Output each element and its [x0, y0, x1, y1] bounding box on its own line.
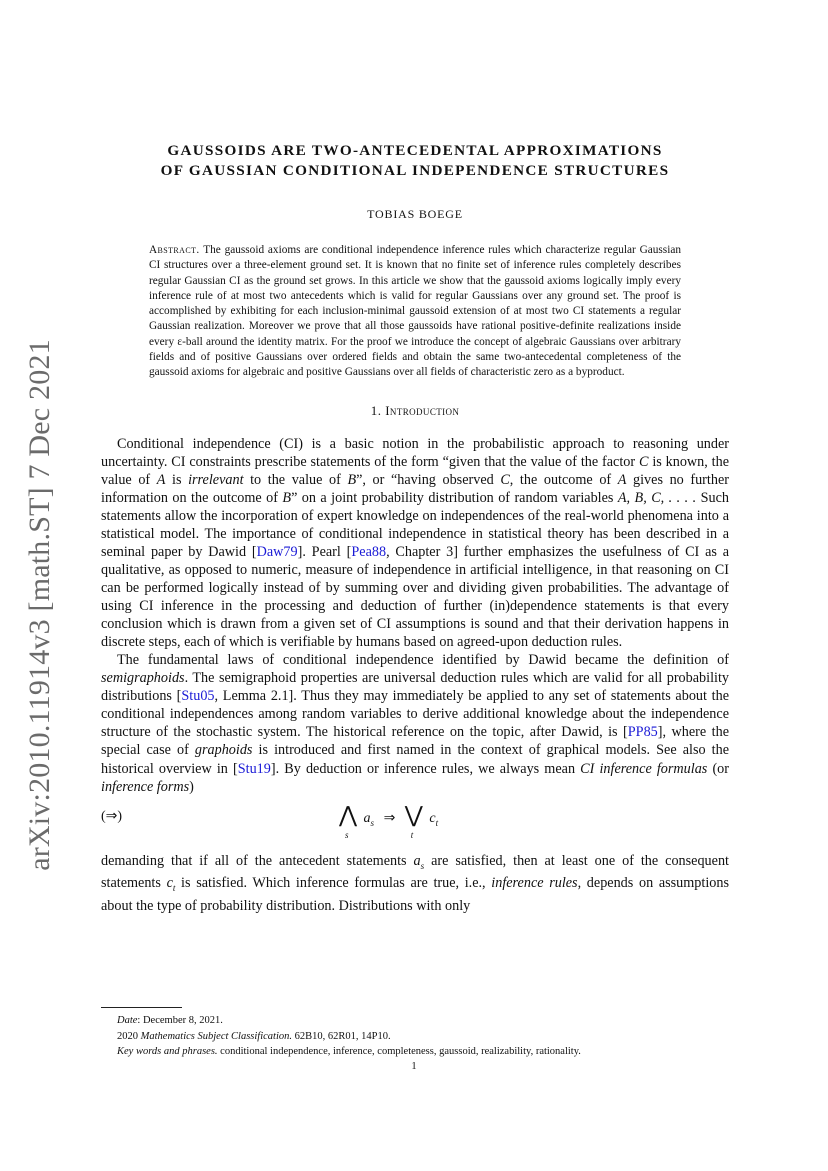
- paragraph-2: The fundamental laws of conditional independence identified by Dawid became the definition of semigraphoids. The semigraphoid properties are universal deduction rules which are valid for all probability distributions [Stu05, Lemma 2.1]. Thus they may immediately be applied to any set of statements about the conditional independences among random variables to derive additional knowledge about the independence structure of the stochastic system. The historical reference on the topic, after Dawid, is [PP85], where the special case of graphoids is introduced and first named in the context of graphical models. See also the historical overview in [Stu19]. By deduction or inference rules, we always mean CI inference formulas (or inference forms): [101, 652, 729, 795]
- paragraph-1: Conditional independence (CI) is a basic notion in the probabilistic approach to reasoning under uncertainty. CI constraints prescribe statements of the form “given that the value of the factor C is known, the value of A is irrelevant to the value of B”, or “having observed C, the outcome of A gives no further information on the outcome of B” on a joint probability distribution of random variables A, B, C, . . . . Such statements allow the incorporation of expert knowledge on independences of the real-world phenomena into a statistical model. The importance of conditional independence in statistical theory has been described in a seminal paper by Dawid [Daw79]. Pearl [Pea88, Chapter 3] further emphasizes the usefulness of CI as a qualitative, as opposed to numeric, measure of independence in artificial intelligence, in that reasoning on CI can be performed logically instead of by summing over and dividing given probabilities. The advantage of using CI inference in the processing and deduction of further (in)dependence statements is that every conclusion which is drawn from a given set of CI assumptions is sound and that their derivation happens in discrete steps, each of which is verifiable by humans based on agreed-upon deduction rules.: [101, 435, 729, 651]
- abstract-text: The gaussoid axioms are conditional independence inference rules which characterize regular Gaussian CI structures over a three-element ground set. It is known that no finite set of inference rules completely describes regular Gaussian CI as the ground set grows. In this article we show that the gaussoid axioms logically imply every inference rule of at most two antecedents which is valid for regular Gaussians over any ground set. The proof is accomplished by exhibiting for each inclusion-minimal gaussoid extension of at most two CI statements a regular Gaussian realization. Moreover we prove that all those gaussoids have rational positive-definite realizations inside every ε-ball around the identity matrix. For the proof we introduce the concept of algebraic Gaussians over arbitrary fields and of positive Gaussians over ordered fields and obtain the same two-antecedental completeness of the gaussoid axioms for algebraic and positive Gaussians over all fields of characteristic zero as a byproduct.: [149, 244, 681, 379]
- abstract-label: Abstract.: [149, 244, 200, 256]
- section-number: 1.: [370, 402, 382, 418]
- citation-stu19[interactable]: Stu19: [237, 760, 271, 777]
- vee-operator: ⋁ t: [404, 801, 423, 840]
- citation-pp85[interactable]: PP85: [627, 724, 658, 741]
- footnotes: [101, 1013, 729, 1060]
- formula-expression: ⋀ s $a_s$ ⇒ ⋁ t $c_t$: [339, 801, 439, 840]
- citation-pea88[interactable]: Pea88: [351, 543, 387, 560]
- section-heading: [101, 403, 729, 419]
- citation-daw79[interactable]: Daw79: [256, 543, 298, 560]
- title-line-1: GAUSSOIDS ARE TWO-ANTECEDENTAL APPROXIMATIONS: [167, 142, 663, 159]
- inference-formula: [101, 802, 729, 850]
- arxiv-stamp: [18, 339, 62, 871]
- author: TOBIAS BOEGE: [367, 207, 463, 221]
- citation-stu05[interactable]: Stu05: [181, 688, 215, 705]
- footnote-date: Date: December 8, 2021.: [117, 1015, 223, 1026]
- footnote-msc: 2020 Mathematics Subject Classification. 62B10, 62R01, 14P10.: [117, 1030, 391, 1042]
- footnote-rule: [101, 1007, 182, 1008]
- formula-tag: (⇒): [101, 808, 123, 824]
- paper-title: [101, 141, 729, 181]
- page-number: 1: [411, 1061, 417, 1072]
- paragraph-3: demanding that if all of the antecedent statements $a_s$ are satisfied, then at least one of the consequent statements $c_t$ is satisfied. Which inference formulas are true, i.e., inference rules, depends on assumptions about the type of probability distribution. Distributions with only: [101, 852, 729, 915]
- abstract: [149, 243, 681, 381]
- arxiv-id: arXiv:2010.11914v3 [math.ST] 7 Dec 2021: [23, 339, 56, 871]
- paper-page: [101, 141, 729, 915]
- wedge-operator: ⋀ s: [339, 801, 358, 840]
- section-title: Introduction: [385, 402, 460, 418]
- title-line-2: OF GAUSSIAN CONDITIONAL INDEPENDENCE STRUCTURES: [160, 162, 670, 179]
- footnote-keywords: Key words and phrases. conditional independence, inference, completeness, gaussoid, realizability, rationality.: [117, 1046, 581, 1057]
